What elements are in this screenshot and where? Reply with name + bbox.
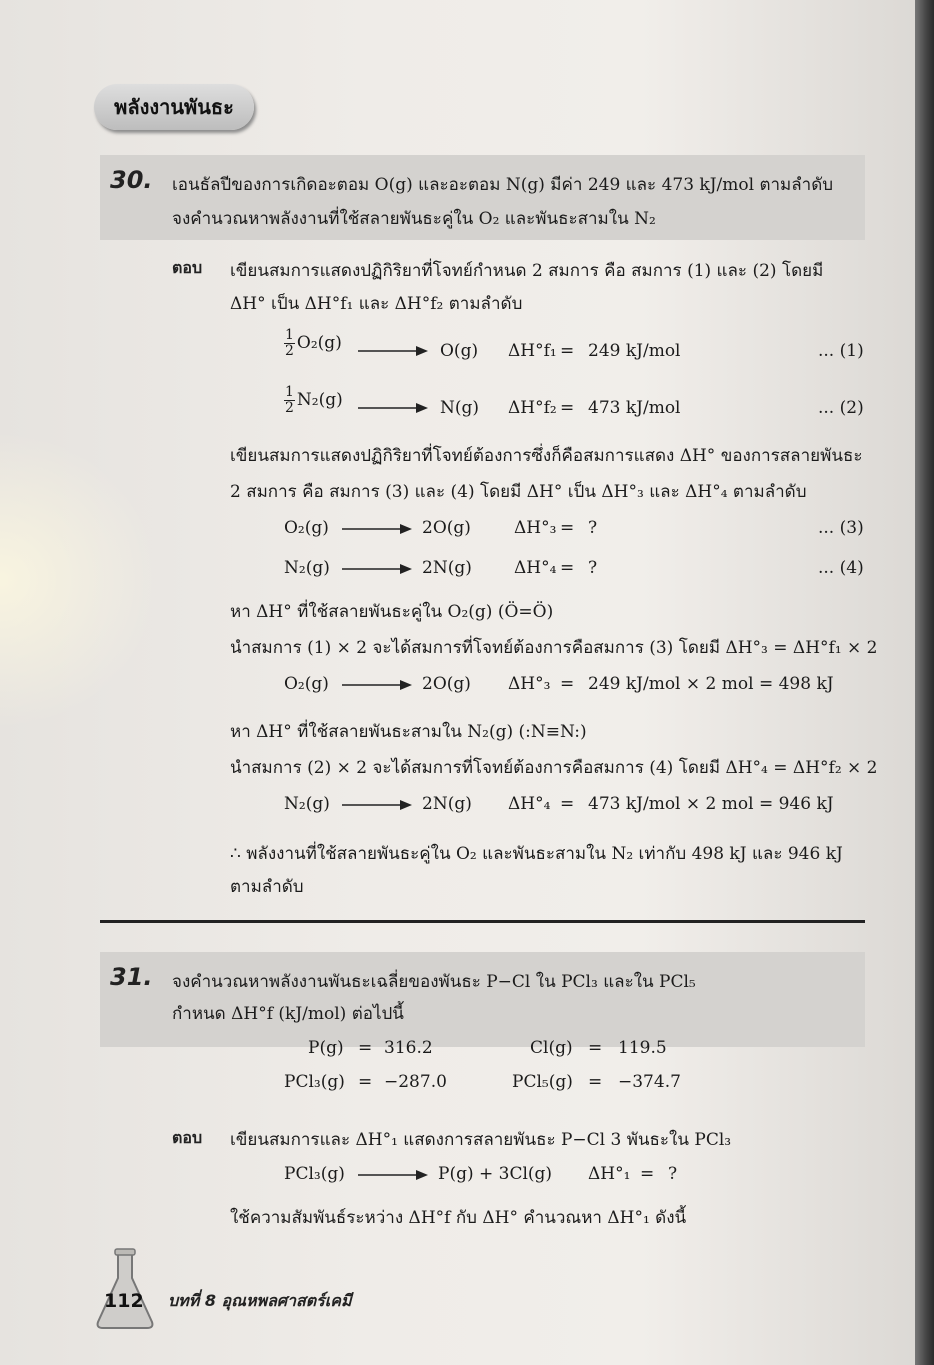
equation-1-value: 249 kJ/mol <box>588 341 681 361</box>
equation-6-value: 473 kJ/mol × 2 mol = 946 kJ <box>588 794 834 814</box>
answer-31-line1: เขียนสมการและ ΔH°₁ แสดงการสลายพันธะ P−Cl 3 พันธะใน PCl₃ <box>230 1130 732 1150</box>
equation-1-product: O(g) <box>440 341 479 361</box>
equation-2-equals: = <box>560 398 575 418</box>
equation-4-equals: = <box>560 558 575 578</box>
equation-2-value: 473 kJ/mol <box>588 398 681 418</box>
given-species: PCl₅(g) <box>512 1072 573 1092</box>
given-species: Cl(g) <box>530 1038 573 1058</box>
book-spine <box>915 0 934 1365</box>
equation-31-value: ? <box>668 1164 678 1184</box>
equation-3-value: ? <box>588 518 598 538</box>
equation-2-delta-h: ΔH°f₂ <box>508 398 557 418</box>
answer-30-conclusion: ∴ พลังงานที่ใช้สลายพันธะคู่ใน O₂ และพันธะสามใน N₂ เท่ากับ 498 kJ และ 946 kJ <box>230 844 843 864</box>
topic-tag: พลังงานพันธะ <box>94 84 254 130</box>
reaction-arrow-icon <box>342 522 412 536</box>
reaction-arrow-icon <box>342 562 412 576</box>
question-31-text-line1: จงคำนวณหาพลังงานพันธะเฉลี่ยของพันธะ P−Cl ใน PCl₃ และใน PCl₅ <box>172 972 696 992</box>
answer-30-line4: 2 สมการ คือ สมการ (3) และ (4) โดยมี ΔH° เป็น ΔH°₃ และ ΔH°₄ ตามลำดับ <box>230 482 807 502</box>
equation-5-value: 249 kJ/mol × 2 mol = 498 kJ <box>588 674 834 694</box>
equation-6-reactant: N₂(g) <box>284 794 330 814</box>
equation-3-product: 2O(g) <box>422 518 471 538</box>
given-equals: = <box>588 1038 603 1058</box>
answer-30-line6: นำสมการ (1) × 2 จะได้สมการที่โจทย์ต้องการคือสมการ (3) โดยมี ΔH°₃ = ΔH°f₁ × 2 <box>230 638 878 658</box>
answer-30-line1: เขียนสมการแสดงปฏิกิริยาที่โจทย์กำหนด 2 สมการ คือ สมการ (1) และ (2) โดยมี <box>230 261 824 281</box>
question-31-number: 31. <box>110 963 153 991</box>
answer-label-31: ตอบ <box>172 1128 203 1147</box>
question-30-text-line1: เอนธัลปีของการเกิดอะตอม O(g) และอะตอม N(g) มีค่า 249 และ 473 kJ/mol ตามลำดับ <box>172 175 834 195</box>
equation-2-tag: ... (2) <box>818 398 864 418</box>
equation-1-reactant: $\frac{1}{2} O_2(g)$ <box>285 327 342 359</box>
reaction-arrow-icon <box>358 401 428 415</box>
chapter-title: บทที่ 8 อุณหพลศาสตร์เคมี <box>168 1291 352 1310</box>
given-value: 119.5 <box>618 1038 667 1058</box>
question-30-text-line2: จงคำนวณหาพลังงานที่ใช้สลายพันธะคู่ใน O₂ และพันธะสามใน N₂ <box>172 209 656 229</box>
equation-6-equals: = <box>560 794 575 814</box>
answer-label-30: ตอบ <box>172 258 203 277</box>
equation-5-product: 2O(g) <box>422 674 471 694</box>
answer-30-line2: ΔH° เป็น ΔH°f₁ และ ΔH°f₂ ตามลำดับ <box>230 294 523 314</box>
equation-31-delta-h: ΔH°₁ <box>588 1164 631 1184</box>
equation-5-delta-h: ΔH°₃ <box>508 674 551 694</box>
given-value: 316.2 <box>384 1038 433 1058</box>
answer-30-line5: หา ΔH° ที่ใช้สลายพันธะคู่ใน O₂(g) (Ö=Ö) <box>230 602 554 622</box>
equation-31-equals: = <box>640 1164 655 1184</box>
answer-30-line8: นำสมการ (2) × 2 จะได้สมการที่โจทย์ต้องการคือสมการ (4) โดยมี ΔH°₄ = ΔH°f₂ × 2 <box>230 758 878 778</box>
equation-31-reactant: PCl₃(g) <box>284 1164 345 1184</box>
given-value: −374.7 <box>618 1072 681 1092</box>
equation-4-tag: ... (4) <box>818 558 864 578</box>
equation-1-equals: = <box>560 341 575 361</box>
equation-6-product: 2N(g) <box>422 794 472 814</box>
equation-4-reactant: N₂(g) <box>284 558 330 578</box>
answer-30-line3: เขียนสมการแสดงปฏิกิริยาที่โจทย์ต้องการซึ่งก็คือสมการแสดง ΔH° ของการสลายพันธะ <box>230 446 863 466</box>
equation-2-product: N(g) <box>440 398 480 418</box>
given-species: PCl₃(g) <box>284 1072 345 1092</box>
half-fraction: $\frac{1}{2}$ <box>285 327 294 359</box>
reaction-arrow-icon <box>358 344 428 358</box>
equation-1-tag: ... (1) <box>818 341 864 361</box>
flask-icon <box>94 1248 156 1330</box>
equation-5-equals: = <box>560 674 575 694</box>
given-equals: = <box>358 1038 373 1058</box>
half-fraction: $\frac{1}{2}$ <box>285 384 294 416</box>
reaction-arrow-icon <box>342 678 412 692</box>
reaction-arrow-icon <box>358 1168 428 1182</box>
answer-31-line2: ใช้ความสัมพันธ์ระหว่าง ΔH°f กับ ΔH° คำนวณหา ΔH°₁ ดังนี้ <box>230 1208 687 1228</box>
equation-3-reactant: O₂(g) <box>284 518 329 538</box>
equation-4-product: 2N(g) <box>422 558 472 578</box>
given-equals: = <box>358 1072 373 1092</box>
equation-6-delta-h: ΔH°₄ <box>508 794 551 814</box>
given-species: P(g) <box>308 1038 344 1058</box>
equation-4-value: ? <box>588 558 598 578</box>
given-equals: = <box>588 1072 603 1092</box>
equation-3-delta-h: ΔH°₃ <box>514 518 557 538</box>
answer-30-conclusion-end: ตามลำดับ <box>230 877 304 897</box>
section-divider <box>100 920 865 923</box>
light-glare <box>0 430 160 730</box>
equation-2-reactant: $\frac{1}{2} N_2(g)$ <box>285 384 343 416</box>
equation-3-equals: = <box>560 518 575 538</box>
page-number: 112 <box>104 1290 144 1312</box>
reaction-arrow-icon <box>342 798 412 812</box>
question-31-text-line2: กำหนด ΔH°f (kJ/mol) ต่อไปนี้ <box>172 1004 404 1024</box>
answer-30-line7: หา ΔH° ที่ใช้สลายพันธะสามใน N₂(g) (:N≡N:) <box>230 722 587 742</box>
equation-5-reactant: O₂(g) <box>284 674 329 694</box>
equation-4-delta-h: ΔH°₄ <box>514 558 557 578</box>
question-30-number: 30. <box>110 166 153 194</box>
equation-31-product: P(g) + 3Cl(g) <box>438 1164 553 1184</box>
equation-3-tag: ... (3) <box>818 518 864 538</box>
given-value: −287.0 <box>384 1072 447 1092</box>
equation-1-delta-h: ΔH°f₁ <box>508 341 557 361</box>
